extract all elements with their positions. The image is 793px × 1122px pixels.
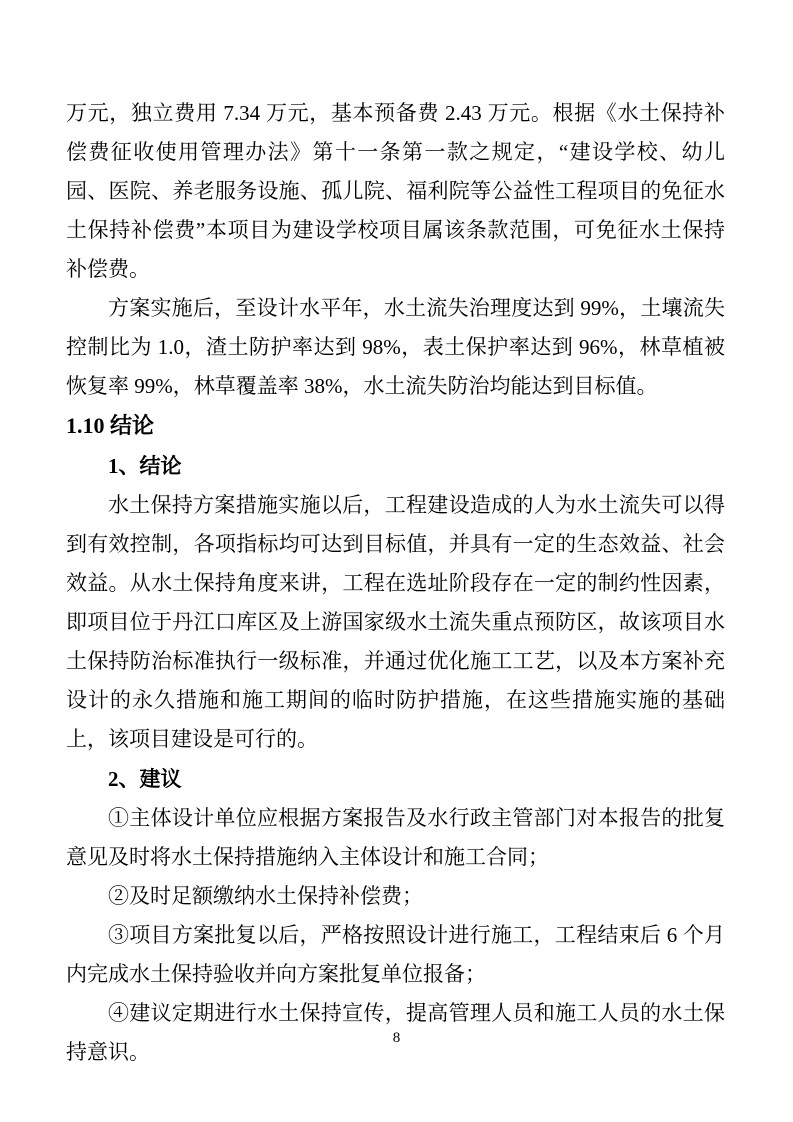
paragraph-suggestion-3: ③项目方案批复以后，严格按照设计进行施工，工程结束后 6 个月内完成水土保持验收并向方案批复单位报备； [66,923,725,986]
paragraph-conclusion: 水土保持方案措施实施以后，工程建设造成的人为水土流失可以得到有效控制，各项指标均可达到目标值，并具有一定的生态效益、社会效益。从水土保持角度来讲，工程在选址阶段存在一定的制约性因素，即项目位于丹江口库区及上游国家级水土流失重点预防区，故该项目水土保持防治标准执行一级标准，并通过优化施工工艺，以及本方案补充设计的永久措施和施工期间的临时防护措施，在这些措施实施的基础上，该项目建设是可行的。 [66,493,725,751]
page-number: 8 [392,1030,401,1046]
document-body [66,94,725,1072]
paragraph-targets: 方案实施后，至设计水平年，水土流失治理度达到 99%，土壤流失控制比为 1.0，渣土防护率达到 98%，表土保护率达到 96%，林草植被恢复率 99%，林草覆盖率 38%，水土流失防治均能达到目标值。 [66,296,725,398]
paragraph-suggestion-1: ①主体设计单位应根据方案报告及水行政主管部门对本报告的批复意见及时将水土保持措施纳入主体设计和施工合同； [66,806,725,869]
paragraph-suggestion-4: ④建议定期进行水土保持宣传，提高管理人员和施工人员的水土保持意识。 [66,1001,725,1064]
subheading-conclusion: 1、结论 [108,454,182,478]
heading-conclusion-section: 1.10 结论 [66,413,155,438]
subheading-suggestions: 2、建议 [108,767,182,791]
paragraph-suggestion-2: ②及时足额缴纳水土保持补偿费； [108,884,423,908]
paragraph-fee-continuation: 万元，独立费用 7.34 万元，基本预备费 2.43 万元。根据《水土保持补偿费征收使用管理办法》第十一条第一款之规定，“建设学校、幼儿园、医院、养老服务设施、孤儿院、福利院等公益性工程项目的免征水土保持补偿费”本项目为建设学校项目属该条款范围，可免征水土保持补偿费。 [66,101,725,281]
